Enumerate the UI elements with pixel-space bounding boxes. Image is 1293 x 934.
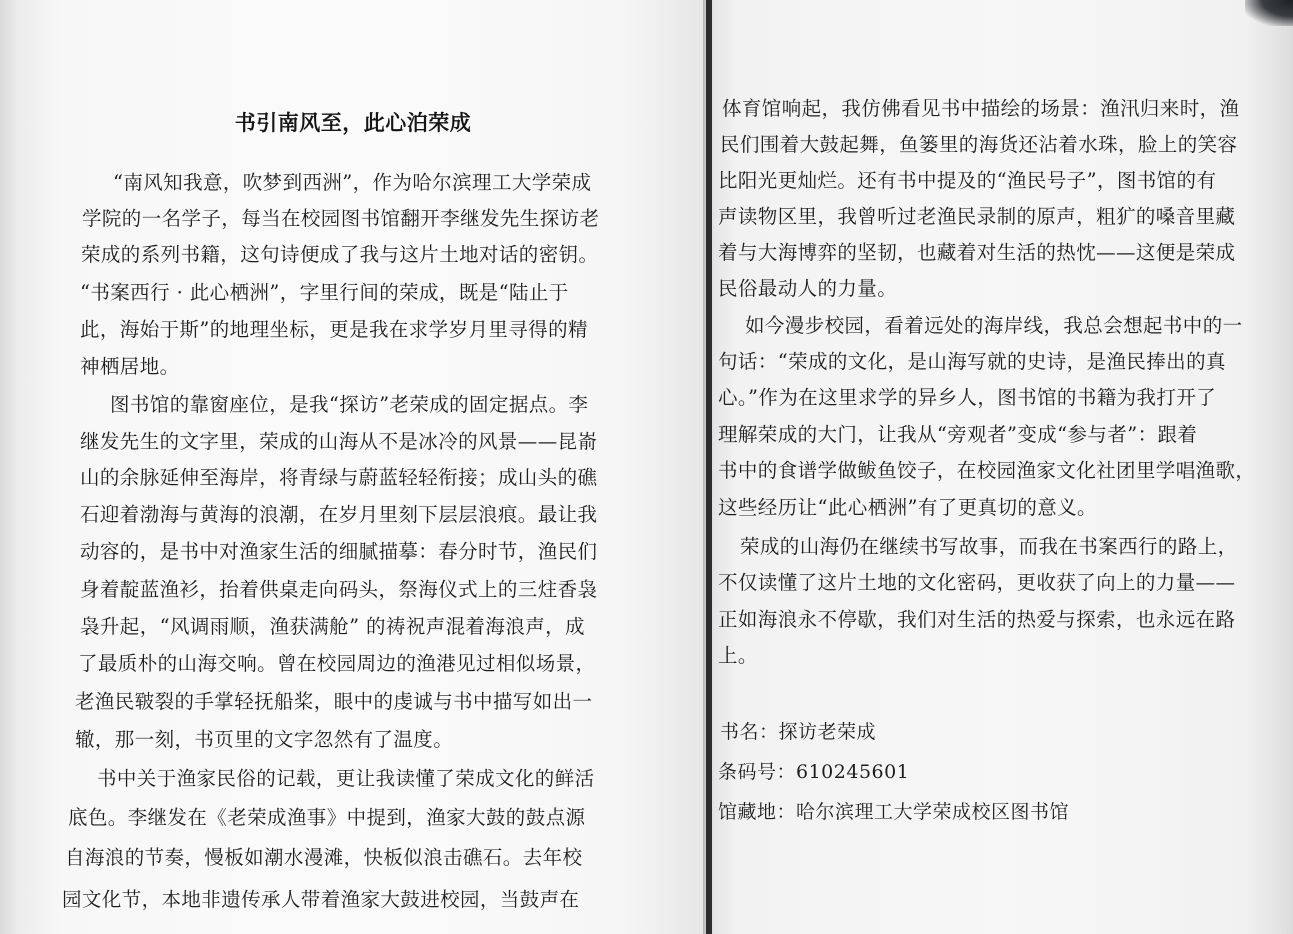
text-line: 学院的一名学子，每当在校园图书馆翻开李继发先生探访老 <box>82 207 600 230</box>
book-barcode: 条码号：610245601 <box>718 761 910 783</box>
text-line: 体育馆响起，我仿佛看见书中描绘的场景：渔汛归来时，渔 <box>722 97 1240 120</box>
text-line: 荣成的山海仍在继续书写故事，而我在书案西行的路上， <box>740 535 1238 558</box>
text-line: 神栖居地。 <box>80 355 180 378</box>
article-title: 书引南风至，此心泊荣成 <box>234 111 472 135</box>
text-line: 理解荣成的大门，让我从“旁观者”变成“参与者”：跟着 <box>718 423 1198 446</box>
text-line: 书中关于渔家民俗的记载，更让我读懂了荣成文化的鲜活 <box>97 767 595 790</box>
text-line: 声读物区里，我曾听过老渔民录制的原声，粗犷的嗓音里藏 <box>718 205 1236 228</box>
book-location: 馆藏地：哈尔滨理工大学荣成校区图书馆 <box>718 801 1070 823</box>
text-line: 着与大海博弈的坚韧，也藏着对生活的热忱——这便是荣成 <box>718 241 1236 264</box>
text-line: 园文化节，本地非遗传承人带着渔家大鼓进校园，当鼓声在 <box>62 888 580 911</box>
text-line: 荣成的系列书籍，这句诗便成了我与这片土地对话的密钥。 <box>81 243 599 266</box>
background-corner <box>1245 0 1293 26</box>
text-line: 继发先生的文字里，荣成的山海从不是冰冷的风景——昆嵛 <box>80 430 598 453</box>
text-line: 自海浪的节奏，慢板如潮水漫滩，快板似浪击礁石。去年校 <box>65 846 583 869</box>
text-line: 了最质朴的山海交响。曾在校园周边的渔港见过相似场景， <box>78 652 596 675</box>
text-line: 书中的食谱学做鲅鱼饺子，在校园渔家文化社团里学唱渔歌， <box>718 459 1256 482</box>
page-fold-shadow <box>703 0 715 934</box>
text-line: 图书馆的靠窗座位，是我“探访”老荣成的固定据点。李 <box>110 393 589 416</box>
text-line: 袅升起，“风调雨顺，渔获满舱” 的祷祝声混着海浪声，成 <box>80 615 585 638</box>
text-line: 辙，那一刻，书页里的文字忽然有了温度。 <box>75 728 454 751</box>
text-line: 民们围着大鼓起舞，鱼篓里的海货还沾着水珠，脸上的笑容 <box>720 133 1238 156</box>
text-line: 老渔民皲裂的手掌轻抚船桨，眼中的虔诚与书中描写如出一 <box>75 690 593 713</box>
text-line: 民俗最动人的力量。 <box>718 277 898 300</box>
text-line: 上。 <box>718 644 758 667</box>
text-line: “书案西行 · 此心栖洲”，字里行间的荣成，既是“陆止于 <box>80 281 569 304</box>
text-line: 身着靛蓝渔衫，抬着供桌走向码头，祭海仪式上的三炷香袅 <box>80 578 598 601</box>
text-line: 句话：“荣成的文化，是山海写就的史诗，是渔民捧出的真 <box>718 350 1226 373</box>
text-line: 如今漫步校园，看着远处的海岸线，我总会想起书中的一 <box>745 314 1243 337</box>
text-line: 此，海始于斯”的地理坐标，更是我在求学岁月里寻得的精 <box>80 318 588 341</box>
text-line: 不仅读懂了这片土地的文化密码，更收获了向上的力量—— <box>718 571 1236 594</box>
text-line: 心。”作为在这里求学的异乡人，图书馆的书籍为我打开了 <box>718 386 1217 409</box>
text-line: 动容的，是书中对渔家生活的细腻描摹：春分时节，渔民们 <box>80 540 598 563</box>
text-line: 正如海浪永不停歇，我们对生活的热爱与探索，也永远在路 <box>718 608 1236 631</box>
text-line: 山的余脉延伸至海岸，将青绿与蔚蓝轻轻衔接；成山头的礁 <box>80 466 598 489</box>
text-line: 底色。李继发在《老荣成渔事》中提到，渔家大鼓的鼓点源 <box>68 806 586 829</box>
text-line: 这些经历让“此心栖洲”有了更真切的意义。 <box>718 496 1097 519</box>
book-name: 书名：探访老荣成 <box>720 721 877 743</box>
text-line: “南风知我意，吹梦到西洲”，作为哈尔滨理工大学荣成 <box>113 171 592 194</box>
text-line: 石迎着渤海与黄海的浪潮，在岁月里刻下层层浪痕。最让我 <box>80 503 598 526</box>
text-line: 比阳光更灿烂。还有书中提及的“渔民号子”，图书馆的有 <box>718 169 1217 192</box>
